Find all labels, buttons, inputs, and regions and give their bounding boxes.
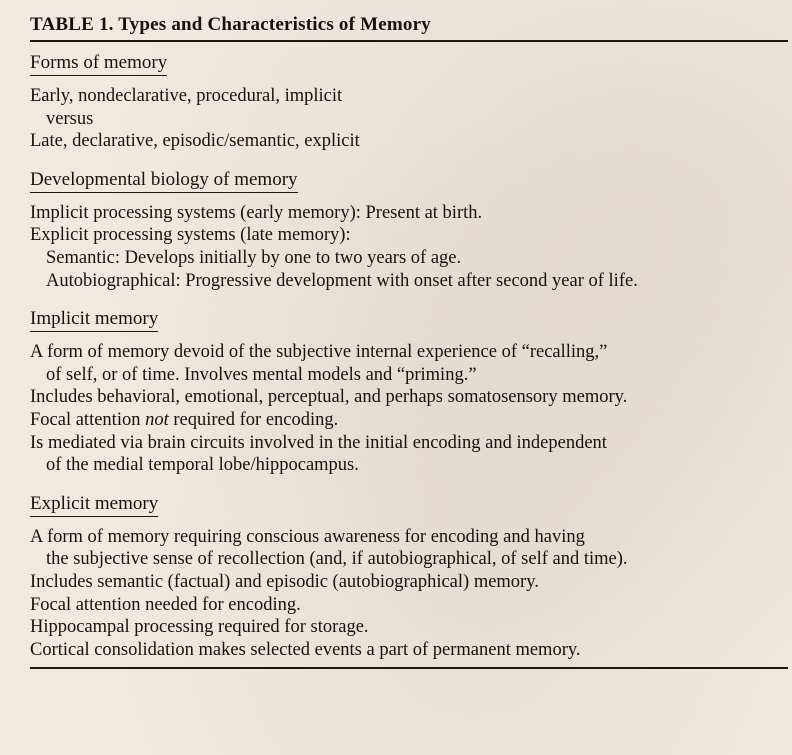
table-line: Cortical consolidation makes selected events a part of permanent memory. <box>30 639 581 660</box>
section-developmental-biology <box>30 169 780 292</box>
table-line: A form of memory devoid of the subjective internal experience of “recalling,” <box>30 342 608 363</box>
table-title: TABLE 1. Types and Characteristics of Memory <box>30 14 788 42</box>
section-heading: Forms of memory <box>30 52 167 76</box>
section-explicit-memory <box>30 493 780 662</box>
section-heading: Explicit memory <box>30 493 158 517</box>
table-line: Autobiographical: Progressive development with onset after second year of life. <box>46 270 638 291</box>
table-line: A form of memory requiring conscious awareness for encoding and having <box>30 526 585 547</box>
table-line: of self, or of time. Involves mental models and “priming.” <box>46 364 477 385</box>
table-line: of the medial temporal lobe/hippocampus. <box>46 455 359 476</box>
section-heading: Developmental biology of memory <box>30 169 298 193</box>
table-line: Implicit processing systems (early memory): Present at birth. <box>30 202 483 223</box>
table-line: the subjective sense of recollection (and, if autobiographical, of self and time). <box>46 549 628 570</box>
table-line: Explicit processing systems (late memory): <box>30 225 351 246</box>
table-line: Semantic: Develops initially by one to two years of age. <box>46 247 462 268</box>
table-line-focal-attention <box>30 409 780 432</box>
table-line: Focal attention needed for encoding. <box>30 594 301 615</box>
table-line: versus <box>46 108 94 129</box>
table-line: Hippocampal processing required for storage. <box>30 617 369 638</box>
table-line: Early, nondeclarative, procedural, implicit <box>30 86 343 106</box>
table-line: Is mediated via brain circuits involved in the initial encoding and independent <box>30 432 607 453</box>
table-line: Late, declarative, episodic/semantic, explicit <box>30 131 360 152</box>
table-line: Includes behavioral, emotional, perceptual, and perhaps somatosensory memory. <box>30 387 628 408</box>
section-forms-of-memory <box>30 52 780 153</box>
text: required for encoding. <box>168 409 339 430</box>
section-heading: Implicit memory <box>30 308 158 332</box>
text: Focal attention <box>30 409 146 430</box>
table-line: Includes semantic (factual) and episodic (autobiographical) memory. <box>30 571 539 592</box>
bottom-rule <box>30 667 788 669</box>
emphasis-text: not <box>145 409 169 430</box>
memory-table <box>30 14 780 669</box>
section-implicit-memory <box>30 308 780 477</box>
